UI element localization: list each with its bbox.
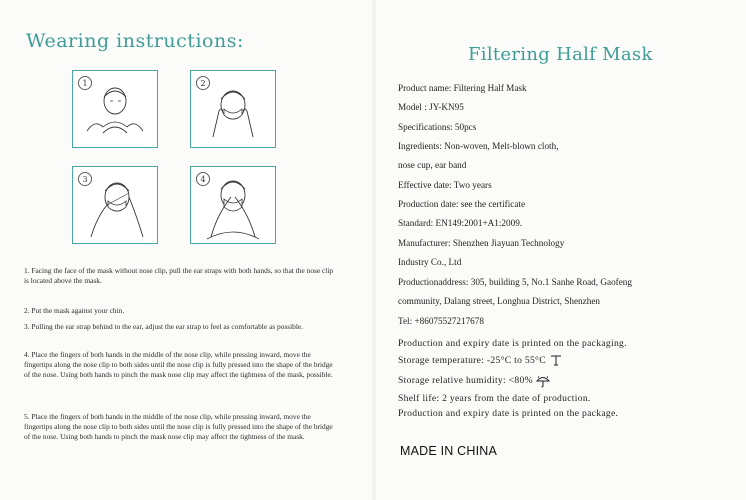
spec-ingredients: Ingredients: Non-woven, Melt-blown cloth, bbox=[398, 141, 559, 151]
wearing-instructions-title: Wearing instructions: bbox=[26, 30, 244, 52]
spec-tel: Tel: +86075527217678 bbox=[398, 316, 484, 326]
mask-step-1-icon bbox=[73, 71, 157, 147]
spec-effective-date: Effective date: Two years bbox=[398, 180, 492, 190]
product-info-panel bbox=[376, 0, 746, 500]
spec-specifications: Specifications: 50pcs bbox=[398, 122, 477, 132]
step-1-illustration bbox=[72, 70, 158, 148]
spec-address-cont: community, Dalang street, Longhua District, Shenzhen bbox=[398, 296, 600, 306]
step-1-number: 1 bbox=[82, 79, 88, 88]
spec-standard: Standard: EN149:2001+A1:2009. bbox=[398, 218, 523, 228]
step-2-number: 2 bbox=[200, 79, 206, 88]
made-in-label: MADE IN CHINA bbox=[400, 444, 498, 458]
umbrella-icon bbox=[536, 374, 550, 388]
spec-manufacturer-cont: Industry Co., Ltd bbox=[398, 257, 462, 267]
note-expiry-repeat: Production and expiry date is printed on the package. bbox=[398, 408, 619, 419]
instruction-step-1: 1. Facing the face of the mask without nose clip, pull the ear straps with both hands, so that the nose clip is located above the mask. bbox=[24, 266, 334, 285]
wearing-instructions-panel bbox=[0, 0, 372, 500]
spec-model: Model : JY-KN95 bbox=[398, 102, 464, 112]
step-2-illustration bbox=[190, 70, 276, 148]
instruction-step-4: 4. Place the fingers of both hands in the middle of the nose clip, while pressing inward, move the fingertips along the nose clip to both sides until the nose clip is fully pressed into the shape of the bridge of the nose. Using both hands to pinch the mask nose clip may affect the tightness of the mask, possible. bbox=[24, 350, 333, 379]
mask-step-4-icon bbox=[191, 167, 275, 243]
note-expiry: Production and expiry date is printed on the packaging. bbox=[398, 338, 627, 349]
note-humidity: Storage relative humidity: <80% bbox=[398, 375, 533, 387]
note-humidity-row bbox=[398, 374, 550, 388]
step-4-number: 4 bbox=[200, 175, 206, 184]
product-title: Filtering Half Mask bbox=[468, 44, 653, 65]
mask-step-2-icon bbox=[191, 71, 275, 147]
spec-ingredients-cont: nose cup, ear band bbox=[398, 160, 467, 170]
instruction-step-3: 3. Pulling the ear strap behind to the ear, adjust the ear strap to feel as comfortable as possible. bbox=[24, 322, 304, 331]
instruction-step-2: 2. Put the mask against your chin. bbox=[24, 306, 125, 315]
note-shelf-life: Shelf life: 2 years from the date of production. bbox=[398, 393, 591, 404]
spec-manufacturer: Manufacturer: Shenzhen Jiayuan Technology bbox=[398, 238, 565, 248]
note-temperature-row bbox=[398, 355, 563, 367]
step-3-illustration bbox=[72, 166, 158, 244]
step-3-number: 3 bbox=[82, 175, 88, 184]
spec-production-date: Production date: see the certificate bbox=[398, 199, 526, 209]
thermometer-icon bbox=[549, 355, 563, 367]
instruction-step-5: 5. Place the fingers of both hands in the middle of the nose clip, while pressing inward, move the fingertips along the nose clip to both sides until the nose clip is fully pressed into the shape of the bridge of the nose. Using both hands to pinch the mask nose clip may affect the tightness of the mask. bbox=[24, 412, 333, 441]
spec-address: Productionaddress: 305, building 5, No.1 Sanhe Road, Gaofeng bbox=[398, 277, 632, 287]
spec-product-name: Product name: Filtering Half Mask bbox=[398, 83, 527, 93]
note-temperature: Storage temperature: -25°C to 55°C bbox=[398, 355, 546, 367]
mask-step-3-icon bbox=[73, 167, 157, 243]
step-4-illustration bbox=[190, 166, 276, 244]
